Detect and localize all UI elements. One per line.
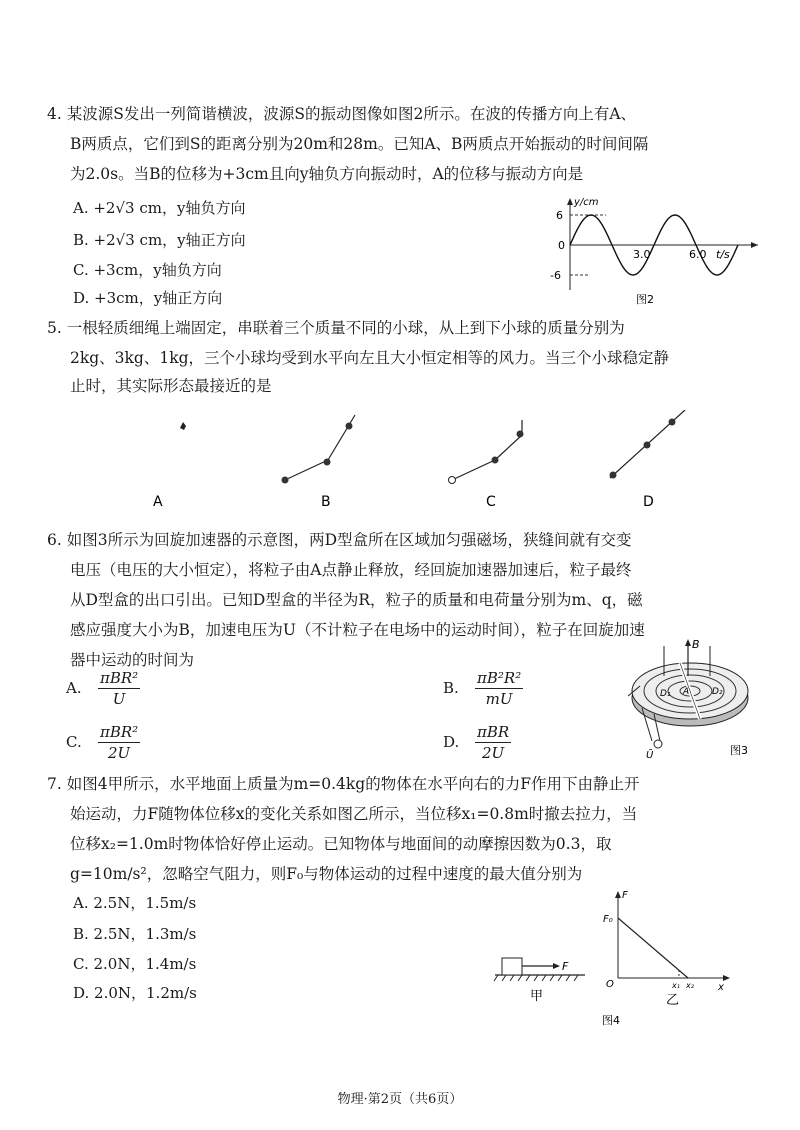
q7-line-4: g=10m/s²，忽略空气阻力，则F₀与物体运动的过程中速度的最大值分别为 — [70, 865, 583, 883]
tick-6: 6 — [556, 209, 563, 222]
tick-3: 3.0 — [633, 248, 651, 261]
numerator: πBR² — [100, 669, 139, 687]
q6-line-1: 6. 如图3所示为回旋加速器的示意图，两D型盒所在区域加匀强磁场，狭缝间就有交变 — [47, 531, 632, 549]
q7-line-3: 位移x₂=1.0m时物体恰好停止运动。已知物体与地面间的动摩擦因数为0.3，取 — [70, 835, 612, 853]
label-b: B — [692, 638, 700, 651]
figure-3-cyclotron — [620, 636, 760, 761]
q4-line-1: 4. 某波源S发出一列简谐横波，波源S的振动图像如图2所示。在波的传播方向上有A、 — [47, 105, 637, 123]
numerator: πBR² — [100, 723, 139, 741]
numerator: πBR — [477, 723, 510, 741]
figure-4-caption: 图4 — [602, 1014, 620, 1027]
q5-line-3: 止时，其实际形态最接近的是 — [70, 377, 272, 395]
x-axis-label: t/s — [716, 248, 730, 261]
option-d-label: D — [643, 494, 654, 510]
q6-option-c-fraction — [98, 722, 140, 763]
label-x-axis: x — [718, 982, 724, 993]
q6-option-a-fraction — [98, 668, 140, 709]
figure-jia-block — [494, 958, 585, 981]
label-yi: 乙 — [666, 993, 680, 1008]
q6-option-d-fraction — [475, 722, 511, 763]
figure-3-caption: 图3 — [730, 744, 748, 757]
label-origin: O — [606, 979, 614, 990]
option-b-diagram — [282, 415, 356, 484]
q5-options-figure — [140, 410, 700, 515]
q6-option-b — [443, 668, 523, 709]
figure-2-caption: 图2 — [636, 293, 654, 306]
numerator: πB²R² — [477, 669, 522, 687]
q7-option-d: D. 2.0N，1.2m/s — [73, 984, 197, 1002]
q6-option-b-label: B. — [443, 678, 459, 697]
q6-line-3: 从D型盒的出口引出。已知D型盒的半径为R，粒子的质量和电荷量分别为m、q，磁 — [70, 591, 643, 609]
q7-option-c: C. 2.0N，1.4m/s — [73, 955, 197, 973]
q7-option-b: B. 2.5N，1.3m/s — [73, 925, 197, 943]
denominator: 2U — [108, 744, 131, 762]
page-footer: 物理·第2页（共6页） — [337, 1092, 463, 1107]
q7-line-1: 7. 如图4甲所示，水平地面上质量为m=0.4kg的物体在水平向右的力F作用下由静止开 — [47, 775, 640, 793]
label-x1: x₁ — [672, 981, 680, 990]
option-b-label: B — [321, 494, 331, 510]
option-a-diagram — [180, 422, 186, 430]
q4-option-d: D. +3cm，y轴正方向 — [73, 289, 223, 307]
time-axis-arrow — [751, 242, 758, 248]
denominator: mU — [485, 690, 513, 708]
label-f: F — [562, 960, 569, 973]
q6-option-d-label: D. — [443, 732, 460, 751]
label-d2: D₂ — [712, 687, 723, 697]
option-a-label: A — [153, 494, 163, 510]
option-c-diagram — [449, 420, 524, 484]
label-f-axis: F — [622, 890, 628, 901]
q7-option-a: A. 2.5N，1.5m/s — [73, 894, 197, 912]
option-d-diagram — [610, 410, 686, 479]
option-c-label: C — [486, 494, 496, 510]
q5-line-1: 5. 一根轻质细绳上端固定，串联着三个质量不同的小球，从上到下小球的质量分别为 — [47, 319, 625, 337]
tick-neg6: -6 — [550, 269, 561, 282]
label-jia: 甲 — [530, 989, 544, 1004]
q4-option-b: B. +2√3 cm，y轴正方向 — [73, 231, 246, 249]
q4-option-a: A. +2√3 cm，y轴负方向 — [73, 199, 246, 217]
q4-line-2: B两质点，它们到S的距离分别为20m和28m。已知A、B两质点开始振动的时间间隔 — [70, 135, 649, 153]
q6-line-2: 电压（电压的大小恒定），将粒子由A点静止释放，经回旋加速器加速后，粒子最终 — [70, 561, 632, 579]
denominator: 2U — [482, 744, 505, 762]
q6-line-4: 感应强度大小为B，加速电压为U（不计粒子在电场中的运动时间），粒子在回旋加速 — [70, 621, 645, 639]
q6-option-d — [443, 722, 511, 763]
tick-6s: 6.0 — [689, 248, 707, 261]
tick-0: 0 — [558, 239, 565, 252]
label-f0: F₀ — [603, 914, 613, 925]
label-x2: x₂ — [686, 981, 694, 990]
q5-line-2: 2kg、3kg、1kg，三个小球均受到水平向左且大小恒定相等的风力。当三个小球稳定静 — [70, 349, 670, 367]
q6-line-5: 器中运动的时间为 — [70, 651, 195, 669]
q6-option-c-label: C. — [66, 732, 82, 751]
q4-line-3: 为2.0s。当B的位移为+3cm且向y轴负方向振动时，A的位移与振动方向是 — [70, 165, 584, 183]
figure-4 — [490, 888, 740, 1028]
label-u: Ũ — [646, 750, 654, 761]
q7-line-2: 始运动，力F随物体位移x的变化关系如图乙所示，当位移x₁=0.8m时撤去拉力，当 — [70, 805, 638, 823]
q4-option-c: C. +3cm，y轴负方向 — [73, 261, 222, 279]
label-a: A — [683, 687, 690, 697]
figure-2-vibration-graph — [548, 195, 763, 310]
figure-yi-graph — [615, 891, 730, 981]
q6-option-a-label: A. — [66, 678, 82, 697]
denominator: U — [112, 690, 126, 708]
y-axis-label: y/cm — [574, 197, 599, 208]
y-axis-arrow — [567, 198, 573, 205]
q6-option-c — [66, 722, 140, 763]
q6-option-b-fraction — [475, 668, 523, 709]
label-d1: D₁ — [660, 689, 671, 699]
q6-option-a — [66, 668, 140, 709]
